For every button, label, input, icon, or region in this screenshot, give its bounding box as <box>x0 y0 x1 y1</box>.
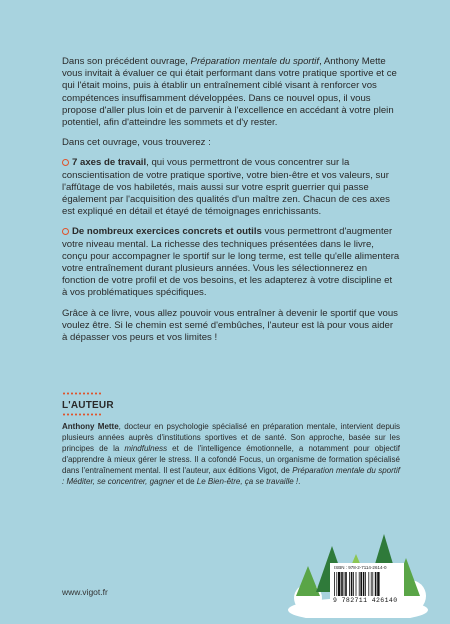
barcode-bar <box>349 572 350 596</box>
publisher-website: www.vigot.fr <box>62 587 108 597</box>
barcode-bar <box>351 572 353 596</box>
bullet-work-axes: 7 axes de travail, qui vous permettront de vous concentrer sur la conscientisation de votre pratique sportive, votre bien-être et vos valeurs, sur l'affûtage de vos habiletés, mais aussi sur votre esprit guerrier qui passe également par l'acquisition des qualités d'un maître zen. Chacun de ces axes est expliqué en détail et étayé de témoignages enrichissants. <box>62 157 390 218</box>
intro-paragraph: Dans son précédent ouvrage, Préparation mentale du sportif, Anthony Mette vous invitait à évaluer ce qui était performant dans votre pratique sportive et ce qui l'était moins, puis à établir un entraînement ciblé visant à renforcer vos compétences insuffisamment développées. Dans ce nouvel opus, il vous propose d'aller plus loin et de parvenir à l'excellence en accédant à votre plein potentiel, afin d'atteindre les sommets et d'y rester. <box>62 56 397 129</box>
barcode-bar <box>344 572 345 596</box>
orange-circle-bullet-icon <box>62 159 69 166</box>
dotted-divider-top <box>62 392 102 395</box>
barcode-bar <box>345 572 347 596</box>
barcode-number: 9 782711 426140 <box>333 597 398 604</box>
barcode-bar <box>363 572 365 596</box>
barcode-bar <box>368 572 369 596</box>
barcode-bar <box>360 572 362 596</box>
back-cover-description <box>62 56 400 352</box>
book-reference-2: Le Bien-être, ça se travaille ! <box>196 477 299 486</box>
barcode-label <box>330 563 404 606</box>
barcode-bar <box>353 572 354 596</box>
barcode-bar <box>334 572 335 596</box>
bullet-exercises: De nombreux exercices concrets et outils vous permettront d'augmenter votre niveau mental. La richesse des techniques présentées dans le livre, conçu pour accompagner le sportif sur le long terme, est telle qu'elle alimentera votre entraînement durant plusieurs années. Vous les sélectionnerez en fonction de votre profil et de vos besoins, et les adapterez à votre discipline et à vos problématiques spécifiques. <box>62 226 400 299</box>
barcode-bar <box>371 572 372 596</box>
barcode-bar <box>356 572 357 596</box>
contents-heading: Dans cet ouvrage, vous trouverez : <box>62 137 211 149</box>
author-bio: Anthony Mette, docteur en psychologie spécialisé en préparation mentale, intervient depuis plusieurs années auprès d'institutions sportives et de santé. Son approche, basée sur les principes de la mindfulness et de l'intelligence émotionnelle, a notamment pour objectif d'apprendre à mieux gérer le stress. Il a cofondé Focus, un organisme de formation spécialisé dans l'entraînement mental. Il est l'auteur, aux éditions Vigot, de Préparation mentale du sportif : Méditer, se concentrer, gagner et de Le Bien-être, ça se travaille !. <box>62 422 400 486</box>
dotted-divider-bottom <box>62 413 102 416</box>
barcode-icon <box>334 572 400 596</box>
previous-book-title: Préparation mentale du sportif <box>190 56 320 67</box>
isbn-text: ISBN : 978-2-7114-2614-0 <box>334 565 387 570</box>
barcode-bar <box>375 572 377 596</box>
closing-paragraph: Grâce à ce livre, vous allez pouvoir vous entraîner à devenir le sportif que vous voulez être. Si le chemin est semé d'embûches, l'auteur est là pour vous aider à dépasser vos peurs et vos limites ! <box>62 307 398 344</box>
author-section-title: L'AUTEUR <box>62 400 114 411</box>
barcode-bar <box>377 572 379 596</box>
book-reference-1: Préparation mentale du sportif : Méditer, se concentrer, gagner <box>62 466 400 486</box>
barcode-bar <box>359 572 360 596</box>
orange-circle-bullet-icon <box>62 228 69 235</box>
author-name: Anthony Mette <box>62 422 119 431</box>
barcode-bar <box>365 572 366 596</box>
barcode-bar <box>372 572 373 596</box>
barcode-bar <box>336 572 337 596</box>
barcode-bar <box>338 572 340 596</box>
barcode-bar <box>341 572 343 596</box>
